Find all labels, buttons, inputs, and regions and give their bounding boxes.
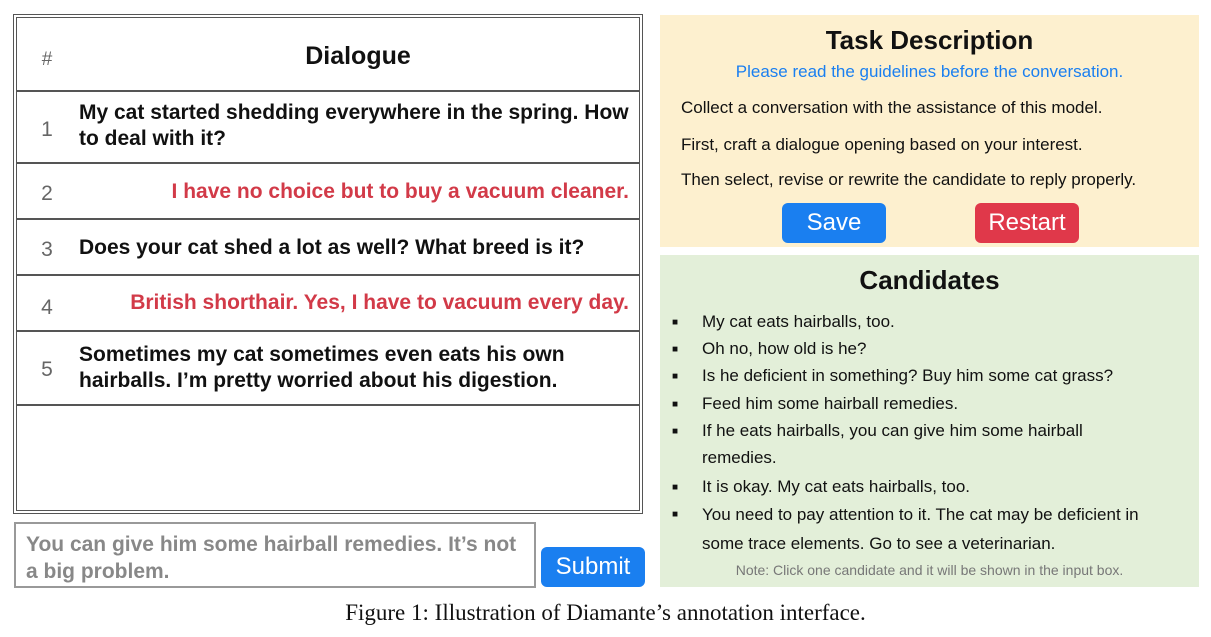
dialogue-title: Dialogue [305,42,411,70]
candidate-item[interactable]: Is he deficient in something? Buy him some cat grass? [702,366,1114,385]
task-description-panel [660,15,1199,247]
task-instruction: Then select, revise or rewrite the candidate to reply properly. [681,170,1137,189]
turn-number: 4 [41,296,53,319]
user-message: Sometimes my cat sometimes even eats his own hairballs. I’m pretty worried about his digestion. [79,343,565,392]
guidelines-link[interactable]: Please read the guidelines before the conversation. [735,62,1124,81]
reply-input[interactable]: You can give him some hairball remedies. It’s not a big problem. [14,522,536,588]
dialogue-turn [17,332,639,406]
bot-message: British shorthair. Yes, I have to vacuum every day. [130,291,629,314]
candidates-title: Candidates [859,265,1000,295]
candidates-hint: Note: Click one candidate and it will be shown in the input box. [735,562,1124,578]
bullet-icon: ■ [672,426,679,437]
bullet-icon: ■ [672,482,679,493]
dialogue-header [17,18,639,92]
candidates-panel [660,255,1199,587]
dialogue-turn [17,92,639,164]
task-instruction: First, craft a dialogue opening based on your interest. [681,135,1083,154]
turn-number: 3 [41,238,53,261]
index-column-header: # [41,49,53,70]
dialogue-panel [13,14,643,514]
turn-number: 1 [41,118,53,141]
candidate-item[interactable]: Feed him some hairball remedies. [702,394,959,413]
candidate-item[interactable]: You need to pay attention to it. The cat may be deficient in some trace elements. Go to see a veterinarian. [702,505,1139,553]
save-button[interactable]: Save [782,203,886,243]
task-instruction: Collect a conversation with the assistance of this model. [681,98,1103,117]
turn-number: 2 [41,182,53,205]
bullet-icon: ■ [672,509,679,520]
turn-number: 5 [41,358,53,381]
task-title: Task Description [825,25,1034,55]
dialogue-turn [17,164,639,220]
dialogue-turn [17,220,639,276]
candidate-item[interactable]: My cat eats hairballs, too. [702,312,895,331]
candidate-item[interactable]: If he eats hairballs, you can give him some hairball remedies. [702,421,1083,467]
bot-message: I have no choice but to buy a vacuum cleaner. [171,180,629,203]
candidate-item[interactable]: Oh no, how old is he? [702,339,867,358]
restart-button[interactable]: Restart [975,203,1079,243]
bullet-icon: ■ [672,317,679,328]
user-message: Does your cat shed a lot as well? What breed is it? [79,236,585,259]
bullet-icon: ■ [672,371,679,382]
submit-button[interactable]: Submit [541,547,645,587]
candidate-item[interactable]: It is okay. My cat eats hairballs, too. [702,477,971,496]
bullet-icon: ■ [672,399,679,410]
dialogue-turn [17,276,639,332]
user-message: My cat started shedding everywhere in the spring. How to deal with it? [79,101,629,150]
bullet-icon: ■ [672,344,679,355]
figure-caption: Figure 1: Illustration of Diamante’s annotation interface. [345,600,866,625]
